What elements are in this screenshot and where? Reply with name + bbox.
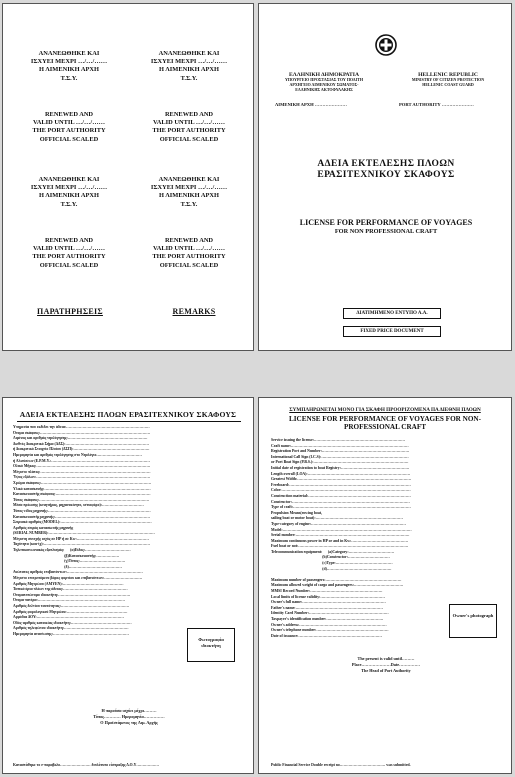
form-field-line: Τύπος-είδος μηχανής:……………………………………………………………………… xyxy=(13,508,151,513)
form-field-line: Ονοματεπώνυμο ιδιοκτήτη:………………………………………………… xyxy=(13,592,131,597)
renewal-stamp xyxy=(133,176,245,209)
stamp-line: VALID UNTIL …/…/…… xyxy=(153,119,225,127)
form-field-line: Maximum allowed weight of cargo and passengers:………………………………… xyxy=(271,583,404,588)
form-field-line: sailing boat or motor boat):…………………………………………………………… xyxy=(271,516,403,521)
page-greek-form xyxy=(2,397,254,774)
stamp-line: Η ΛΙΜΕΝΙΚΗ ΑΡΧΗ xyxy=(159,192,219,200)
gr-ministry: ΥΠΟΥΡΓΕΙΟ ΠΡΟΣΤΑΣΙΑΣ ΤΟΥ ΠΟΛΙΤΗ xyxy=(285,77,363,83)
form-field-line: Freeboard:…………………………………………………………………………………… xyxy=(271,482,411,487)
form-field-line: ή Διακριτικό Στοιχείο Πλοίου (ΔΣΠ):…………………………………………………… xyxy=(13,447,150,452)
form-field-line: Local limits of license validity:…………………………………………… xyxy=(271,594,385,599)
english-form-title-1: LICENSE FOR PERFORMANCE OF VOYAGES FOR NON- xyxy=(288,415,482,423)
stamp-line: Η ΛΙΜΕΝΙΚΗ ΑΡΧΗ xyxy=(39,192,99,200)
form-field-line: Αριθμός φορολογικού Μητρώου:………………………………………… xyxy=(13,609,128,614)
form-field-line: Μέγιστο πλάτος:…………………………………………………………………………… xyxy=(13,469,151,474)
stamp-line: ΙΣΧΥΕΙ ΜΕΧΡΙ …/…/…… xyxy=(150,184,228,192)
renewal-stamp xyxy=(13,176,125,209)
page-english-form xyxy=(258,397,512,774)
stamp-line: ΙΣΧΥΕΙ ΜΕΧΡΙ …/…/…… xyxy=(150,58,228,66)
form-field-line: Αριθμός Μητρώου (ΑΜΥΕΝ):………………………………………… xyxy=(13,581,124,586)
english-place-date: Place…………………Date…………… xyxy=(351,662,421,668)
owner-photo-placeholder: Φωτογραφία ιδιοκτήτη xyxy=(187,628,235,662)
owner-photo-placeholder-en: Owner's photograph xyxy=(449,604,497,638)
stamp-line: THE PORT AUTHORITY xyxy=(152,253,226,261)
page-renewals xyxy=(2,3,254,351)
form-field-line: Ολικό Μήκος:……………………………………………………………………………… xyxy=(13,464,151,469)
form-field-line: Κατασκευαστής μηχανής:………………………………………………………………… xyxy=(13,514,150,519)
form-field-line: (b)Constructor:…………………………… xyxy=(271,555,390,560)
form-field-line: Propulsion Means(rowing boat, xyxy=(271,510,323,515)
title-greek-1: ΑΔΕΙΑ ΕΚΤΕΛΕΣΗΣ ΠΛΟΩΝ xyxy=(317,159,455,169)
form-field-line: Χρώμα σκάφους:…………………………………………………………………………… xyxy=(13,480,152,485)
stamp-line: Τ.Σ.Υ. xyxy=(180,200,198,208)
form-field-line: (SERIAL NUMBER):………………………………………………………………………… xyxy=(13,531,155,536)
form-field-line: Λιμένας και αριθμός νηολόγησης:……………………………………………………… xyxy=(13,436,148,441)
form-field-line: Craft name:………………………………………………………………………………… xyxy=(271,443,409,448)
form-field-line: or Port Boat Sign (P.B.S.):………………………………………………………………… xyxy=(271,460,409,465)
stamp-line: OFFICIAL SCALED xyxy=(159,135,219,143)
stamp-line: ΙΣΧΥΕΙ ΜΕΧΡΙ …/…/…… xyxy=(30,58,108,66)
title-english-1: LICENSE FOR PERFORMANCE OF VOYAGES xyxy=(299,218,473,227)
stamp-line: Τ.Σ.Υ. xyxy=(180,74,198,82)
stamp-line: RENEWED AND xyxy=(44,237,94,244)
form-field-line: Identity Card Number:……………………………………………………… xyxy=(271,611,389,616)
title-english-2: FOR NON PROFESSIONAL CRAFT xyxy=(334,228,438,235)
gr-coastguard-1: ΑΡΧΗΓΕΙΟ ΛΙΜΕΝΙΚΟΥ ΣΩΜΑΤΟΣ- xyxy=(289,82,359,87)
form-field-line: Construction material:……………………………………………………………………… xyxy=(271,493,411,498)
form-field-line: Οδός-αριθμός κατοικίας ιδιοκτήτη:………………………………………… xyxy=(13,620,132,625)
form-field-line: Αριθμός τηλεφώνου ιδιοκτήτη:…………………………………………… xyxy=(13,626,129,631)
form-field-line: Τηλεπικοινωνιακός εξοπλισμός: (α)Είδος:……………………………… xyxy=(13,548,131,553)
remarks-greek: ΠΑΡΑΤΗΡΗΣΕΙΣ xyxy=(37,307,103,316)
form-field-line: Maximum continuous power in HP or and in Kw:……………………………………… xyxy=(271,538,409,543)
form-field-line: (β)Κατασκευαστής:……………… xyxy=(13,553,120,558)
form-field-line: ή Αλιεύσεων (Ε.Ρ.Μ.Υ.:…………………………………………………………………… xyxy=(13,458,150,463)
form-field-line: (γ)Τύπος:……………………………… xyxy=(13,559,126,564)
form-field-line: Model:………………………………………………………………………………………… xyxy=(271,527,412,532)
greek-form-fields xyxy=(13,425,243,638)
page-cover xyxy=(258,3,512,351)
gr-port-authority: ΛΙΜΕΝΙΚΗ ΑΡΧΗ ………………… xyxy=(275,102,347,107)
stamp-line: ΑΝΑΝΕΩΘΗΚΕ ΚΑΙ xyxy=(38,50,100,57)
english-head-of-authority: The Head of Port Authority xyxy=(361,668,411,674)
form-field-line: Αρμόδια ΔΟΥ:…………………………………………………………… xyxy=(13,615,124,620)
form-field-line: Ανώτατος αριθμός επιβαινόντων:…………………………………………………… xyxy=(13,570,143,575)
form-field-line: Color:………………………………………………………………………………………… xyxy=(271,488,411,493)
english-valid-until: The present is valid until……… xyxy=(357,656,415,661)
form-field-line: MMSI Record Number:………………………………………………… xyxy=(271,589,383,594)
renewal-stamp xyxy=(133,237,245,270)
stamp-line: ΑΝΑΝΕΩΘΗΚΕ ΚΑΙ xyxy=(38,176,100,183)
en-port-authority: PORT AUTHORITY ………………… xyxy=(399,102,474,107)
form-field-line: Length overall (LOA):……………………………………………………………………… xyxy=(271,471,411,476)
form-field-line: International Call Sign (I.C.S):…………………………………………………………… xyxy=(271,454,409,459)
stamp-line: THE PORT AUTHORITY xyxy=(32,253,106,261)
form-field-line: Μέγιστο επιτρεπόμενο βάρος φορτίου και επιβαινόντων:………………………… xyxy=(13,576,143,581)
form-field-line: Owner's address:…………………………………………………………… xyxy=(271,622,387,627)
stamp-line: THE PORT AUTHORITY xyxy=(32,127,106,135)
international-note: ΣΥΜΠΛΗΡΩΝΕΤΑΙ ΜΟΝΟ ΓΙΑ ΣΚΑΦΗ ΠΡΟΟΡΙΖΟΜΕΝΑ ΠΑ ΔΙΕΘΝΗ ΠΛΟΩΝ xyxy=(289,407,481,413)
form-field-line: Date of issuance:………………………………………………………… xyxy=(271,633,382,638)
form-field-line: (δ)…………………………………… xyxy=(13,564,122,569)
form-field-line: Greatest Width:……………………………………………………………………………… xyxy=(271,477,412,482)
form-field-line: (c)Type:……………………………………… xyxy=(271,561,393,566)
form-field-line: Ημερομηνία ανανέωσης:…………………………………………………… xyxy=(13,631,129,636)
stamp-line: VALID UNTIL …/…/…… xyxy=(33,245,105,253)
renewal-stamp xyxy=(13,237,125,270)
form-field-line: Maximum number of passengers:…………………………………………………… xyxy=(271,577,402,582)
remarks-english: REMARKS xyxy=(172,307,216,316)
form-field-line: Ταχύτητα (κοu-ίχ):………………………………………………………………………… xyxy=(13,542,151,547)
english-footer: Public Financial Service Double receipt no……………………………… was submitted. xyxy=(271,763,411,767)
en-ministry: MINISTRY OF CITIZEN PROTECTION xyxy=(411,77,485,83)
form-field-line: Fuel boat or not:…………………………………………………………………………… xyxy=(271,544,409,549)
stamp-line: THE PORT AUTHORITY xyxy=(152,127,226,135)
greek-form-title: ΑΔΕΙΑ ΕΚΤΕΛΕΣΗΣ ΠΛΟΩΝ ΕΡΑΣΙΤΕΧΝΙΚΟΥ ΣΚΑΦΟΥΣ xyxy=(19,410,237,419)
stamp-line: OFFICIAL SCALED xyxy=(39,261,99,269)
greek-place-date: Τόπος………… Ημερομηνία…………… xyxy=(93,714,165,720)
stamp-line: ΑΝΑΝΕΩΘΗΚΕ ΚΑΙ xyxy=(158,50,220,57)
renewal-stamp xyxy=(13,50,125,83)
form-field-line: Ύψος εξάλων:……………………………………………………………………………… xyxy=(13,475,151,480)
renewal-stamp xyxy=(133,111,245,144)
form-field-line: Υλικό κατασκευής:………………………………………………………………………… xyxy=(13,486,151,491)
form-field-line: Constructor:………………………………………………………………………………… xyxy=(271,499,410,504)
renewal-stamp xyxy=(133,50,245,83)
form-field-line: Υπηρεσία που εκδίδει την άδεια:………………………………………………………… xyxy=(13,425,150,429)
form-field-line: Τύπος σκάφους:…………………………………………………………………………… xyxy=(13,497,150,502)
form-field-line: Αριθμός σειράς κατασκευής μηχανής xyxy=(13,525,74,530)
form-field-line: Αριθμός δελτίου ταυτότητας:……………………………………………… xyxy=(13,604,130,608)
stamp-line: VALID UNTIL …/…/…… xyxy=(153,245,225,253)
greek-footer: Καταστάθηκε το e-παραβολο…………………… διπλότυπο είσπραξης Δ.Ο.Υ……………… xyxy=(13,763,160,767)
form-field-line: Initial date of registration to boat Registry:……………………………………………… xyxy=(271,465,410,470)
form-field-line: Father's name:…………………………………………………………… xyxy=(271,605,383,610)
fixed-price-english-box: FIXED PRICE DOCUMENT xyxy=(343,326,441,337)
form-field-line: Telecommunication equipment: (a)Category:……………………………… xyxy=(271,549,395,554)
form-field-line: Όνομα σκάφους:…………………………………………………………………………… xyxy=(13,430,151,435)
form-field-line: Ημερομηνία και αριθμός νηολόγησης στο Νηολόγιο……………………………… xyxy=(13,452,142,457)
form-field-line: (d)…………………………………………… xyxy=(271,566,392,571)
form-field-line: Διεθνές Διακριτικό Σήμα (ΔΔΣ):………………………………………………………… xyxy=(13,441,150,446)
stamp-line: OFFICIAL SCALED xyxy=(39,135,99,143)
form-field-line: Τοπικά όρια πλόων της άδειας:…………………………………………… xyxy=(13,587,128,592)
form-field-line: Service issuing the license:……………………………………………………………… xyxy=(271,438,406,442)
english-form-title-2: PROFESSIONAL CRAFT xyxy=(343,423,427,431)
stamp-line: Τ.Σ.Υ. xyxy=(60,200,78,208)
en-coastguard: HELLENIC COAST GUARD xyxy=(422,82,474,87)
renewal-stamp xyxy=(13,111,125,144)
form-field-line: Owner's full name:………………………………………………………… xyxy=(271,600,386,605)
form-field-line: Owner's telephone number:………………………………………………… xyxy=(271,628,389,633)
greek-head-of-authority: Ο Προϊστάμενος της Λιμ. Αρχής xyxy=(100,720,158,726)
stamp-line: Τ.Σ.Υ. xyxy=(60,74,78,82)
form-field-line: Type-category of engine:………………………………………………………………… xyxy=(271,521,406,526)
stamp-line: Η ΛΙΜΕΝΙΚΗ ΑΡΧΗ xyxy=(159,66,219,74)
greek-valid-until: Η παρούσα ισχύει μέχρι……… xyxy=(101,708,157,713)
stamp-line: VALID UNTIL …/…/…… xyxy=(33,119,105,127)
en-republic: HELLENIC REPUBLIC xyxy=(418,72,478,78)
stamp-line: OFFICIAL SCALED xyxy=(159,261,219,269)
form-field-line: Registration Port and Number:…………………………………………………………… xyxy=(271,449,410,454)
form-field-line: Μέσα πρόωσης (κινητήρας, μηχανοκίνητο, ιστιοφόρο):…………………………… xyxy=(13,503,144,508)
form-field-line: Type of craft:………………………………………………………………………………… xyxy=(271,505,411,510)
stamp-line: RENEWED AND xyxy=(164,111,214,118)
form-field-line: Όνομα πατέρα:…………………………………………………………… xyxy=(13,598,126,603)
fixed-price-greek-box: ΔΙΑΤΙΜΗΜΕΝΟ ΕΝΤΥΠΟ Α.Α. xyxy=(343,308,441,319)
stamp-line: ΙΣΧΥΕΙ ΜΕΧΡΙ …/…/…… xyxy=(30,184,108,192)
form-field-line: Κατασκευαστής σκάφους:………………………………………………………………… xyxy=(13,492,151,497)
stamp-line: RENEWED AND xyxy=(164,237,214,244)
gr-coastguard-2: ΕΛΛΗΝΙΚΗΣ ΑΚΤΟΦΥΛΑΚΗΣ xyxy=(295,86,353,92)
form-field-line: Μέγιστη συνεχής ισχύς σε HP ή σε Kw:………………………………………………… xyxy=(13,536,149,541)
title-greek-2: ΕΡΑΣΙΤΕΧΝΙΚΟΥ ΣΚΑΦΟΥΣ xyxy=(317,170,455,180)
form-field-line: Σειριακό αριθμός (MODEL):……………………………………………………………… xyxy=(13,520,152,525)
stamp-line: ΑΝΑΝΕΩΘΗΚΕ ΚΑΙ xyxy=(158,176,220,183)
stamp-line: Η ΛΙΜΕΝΙΚΗ ΑΡΧΗ xyxy=(39,66,99,74)
stamp-line: RENEWED AND xyxy=(44,111,94,118)
coat-of-arms-icon xyxy=(375,34,397,56)
gr-republic: ΕΛΛΗΝΙΚΗ ΔΗΜΟΚΡΑΤΙΑ xyxy=(289,72,359,78)
form-field-line: Taxpayer's identification number:……………………………………… xyxy=(271,617,384,621)
form-field-line: Serial number:……………………………………………………………………………… xyxy=(271,533,410,538)
